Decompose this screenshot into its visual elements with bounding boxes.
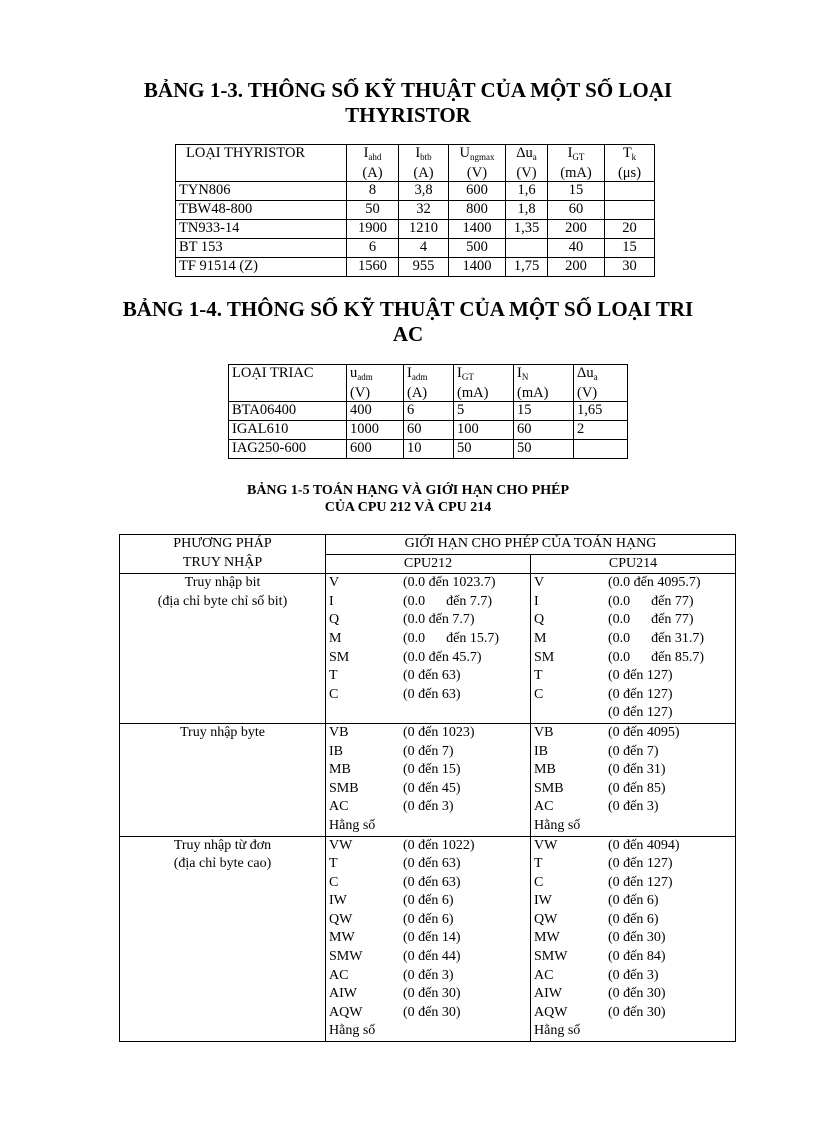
table14-header-cell: LOẠI TRIAC xyxy=(229,365,347,402)
table-row: IAG250-600 600 10 50 50 xyxy=(229,440,628,459)
method-header: PHƯƠNG PHÁP TRUY NHẬP xyxy=(120,535,326,574)
cpu212-header: CPU212 xyxy=(326,554,531,574)
table-row: BT 153 6 4 500 40 15 xyxy=(176,239,655,258)
table13-header-cell: $\Delta u_a$ (V) xyxy=(506,145,548,182)
table-row xyxy=(120,574,736,724)
list-item: SMW (0 đến 44) xyxy=(329,949,461,965)
list-item: Hằng số xyxy=(534,1023,581,1039)
list-item: AC (0 đến 3) xyxy=(534,967,659,983)
list-item: M (0.0 đến 31.7) xyxy=(534,630,705,646)
list-item: VW (0 đến 4094) xyxy=(534,837,680,853)
method-cell: Truy nhập từ đơn (địa chỉ byte cao) xyxy=(120,836,326,1042)
list-item: MB (0 đến 31) xyxy=(534,762,666,778)
cpu212-operands xyxy=(326,723,531,836)
list-item: IB (0 đến 7) xyxy=(329,743,454,759)
method-cell: Truy nhập bit (địa chỉ byte chỉ số bit) xyxy=(120,574,326,724)
cpu212-operands xyxy=(326,574,531,724)
table13-header-cell: $T_k$ (μs) xyxy=(605,145,655,182)
list-item: QW (0 đến 6) xyxy=(329,911,454,927)
method-cell: Truy nhập byte xyxy=(120,723,326,836)
table-row: BTA06400 400 6 5 15 1,65 xyxy=(229,402,628,421)
list-item: QW (0 đến 6) xyxy=(534,911,659,927)
cpu214-operands xyxy=(531,574,736,724)
table13-title xyxy=(80,78,736,128)
list-item: MB (0 đến 15) xyxy=(329,762,461,778)
list-item: T (0 đến 127) xyxy=(534,668,673,684)
table14-title-line1: BẢNG 1-4. THÔNG SỐ KỸ THUẬT CỦA MỘT SỐ LOẠI TRI xyxy=(122,297,694,321)
list-item: C (0 đến 63) xyxy=(329,874,461,890)
list-item: Hằng số xyxy=(534,817,581,833)
cpu214-operands xyxy=(531,723,736,836)
list-item: SM (0.0 đến 85.7) xyxy=(534,649,705,665)
table13-header-cell: $I_{GT}$ (mA) xyxy=(548,145,605,182)
table-row xyxy=(120,836,736,1042)
list-item: IB (0 đến 7) xyxy=(534,743,659,759)
list-item: V (0.0 đến 4095.7) xyxy=(534,575,701,591)
table13-header-cell: $I_{ahd}$ (A) xyxy=(347,145,399,182)
list-item: M (0.0 đến 15.7) xyxy=(329,630,500,646)
list-item: V (0.0 đến 1023.7) xyxy=(329,575,496,591)
list-item: MW (0 đến 14) xyxy=(329,930,461,946)
list-item: T (0 đến 63) xyxy=(329,856,461,872)
table-row: TF 91514 (Z) 1560 955 1400 1,75 200 30 xyxy=(176,258,655,277)
table15-header-row xyxy=(120,535,736,555)
list-item: Hằng số xyxy=(329,817,376,833)
list-item: T (0 đến 127) xyxy=(534,856,673,872)
list-item: Q (0.0 đến 7.7) xyxy=(329,612,475,628)
table15-title-line1: BẢNG 1-5 TOÁN HẠNG VÀ GIỚI HẠN CHO PHÉP xyxy=(246,483,570,498)
list-item: I (0.0 đến 77) xyxy=(534,593,694,609)
table14-header-cell: $u_{adm}$ (V) xyxy=(347,365,404,402)
list-item: MW (0 đến 30) xyxy=(534,930,666,946)
limit-header: GIỚI HẠN CHO PHÉP CỦA TOÁN HẠNG xyxy=(326,535,736,555)
table14-title xyxy=(80,297,736,347)
triac-spec-table xyxy=(228,364,628,459)
table-row xyxy=(120,723,736,836)
table13-title-line1: BẢNG 1-3. THÔNG SỐ KỸ THUẬT CỦA MỘT SỐ LOẠI xyxy=(143,78,673,102)
table14-header-cell: $I_{GT}$ (mA) xyxy=(454,365,514,402)
list-item: AIW (0 đến 30) xyxy=(329,986,461,1002)
list-item: (0 đến 127) xyxy=(608,705,673,721)
table-row: TN933-14 1900 1210 1400 1,35 200 20 xyxy=(176,220,655,239)
list-item: VW (0 đến 1022) xyxy=(329,837,475,853)
list-item: VB (0 đến 4095) xyxy=(534,724,680,740)
list-item: C (0 đến 127) xyxy=(534,686,673,702)
list-item: AQW (0 đến 30) xyxy=(534,1004,666,1020)
list-item: SMB (0 đến 85) xyxy=(534,780,666,796)
list-item: AC (0 đến 3) xyxy=(329,967,454,983)
list-item: SM (0.0 đến 45.7) xyxy=(329,649,482,665)
table13-title-line2: THYRISTOR xyxy=(345,103,471,127)
table15-title-line2: CỦA CPU 212 VÀ CPU 214 xyxy=(324,500,492,515)
list-item: SMW (0 đến 84) xyxy=(534,949,666,965)
table-row: TYN806 8 3,8 600 1,6 15 xyxy=(176,182,655,201)
list-item: T (0 đến 63) xyxy=(329,668,461,684)
table14-header-cell: $I_N$ (mA) xyxy=(514,365,574,402)
cpu214-operands xyxy=(531,836,736,1042)
list-item: AC (0 đến 3) xyxy=(329,799,454,815)
list-item: AQW (0 đến 30) xyxy=(329,1004,461,1020)
cpu212-operands xyxy=(326,836,531,1042)
table13-header-cell: LOẠI THYRISTOR xyxy=(176,145,347,182)
table13-header-row xyxy=(176,145,655,182)
table14-header-row xyxy=(229,365,628,402)
table14-header-cell: $\Delta u_a$ (V) xyxy=(574,365,628,402)
list-item: VB (0 đến 1023) xyxy=(329,724,475,740)
list-item: I (0.0 đến 7.7) xyxy=(329,593,493,609)
table13-header-cell: $I_{btb}$ (A) xyxy=(399,145,449,182)
table-row: TBW48-800 50 32 800 1,8 60 xyxy=(176,201,655,220)
table14-header-cell: $I_{adm}$ (A) xyxy=(404,365,454,402)
list-item: SMB (0 đến 45) xyxy=(329,780,461,796)
cpu-operand-limits-table xyxy=(119,534,736,1042)
table-row: IGAL610 1000 60 100 60 2 xyxy=(229,421,628,440)
list-item: AC (0 đến 3) xyxy=(534,799,659,815)
list-item: C (0 đến 63) xyxy=(329,686,461,702)
list-item: IW (0 đến 6) xyxy=(534,893,659,909)
table14-title-line2: AC xyxy=(392,322,424,346)
table15-title xyxy=(120,482,696,516)
table13-header-cell: $U_{ngmax}$ (V) xyxy=(449,145,506,182)
thyristor-spec-table xyxy=(175,144,655,277)
list-item: C (0 đến 127) xyxy=(534,874,673,890)
list-item: AIW (0 đến 30) xyxy=(534,986,666,1002)
list-item: Q (0.0 đến 77) xyxy=(534,612,694,628)
list-item: Hằng số xyxy=(329,1023,376,1039)
list-item: IW (0 đến 6) xyxy=(329,893,454,909)
cpu214-header: CPU214 xyxy=(531,554,736,574)
